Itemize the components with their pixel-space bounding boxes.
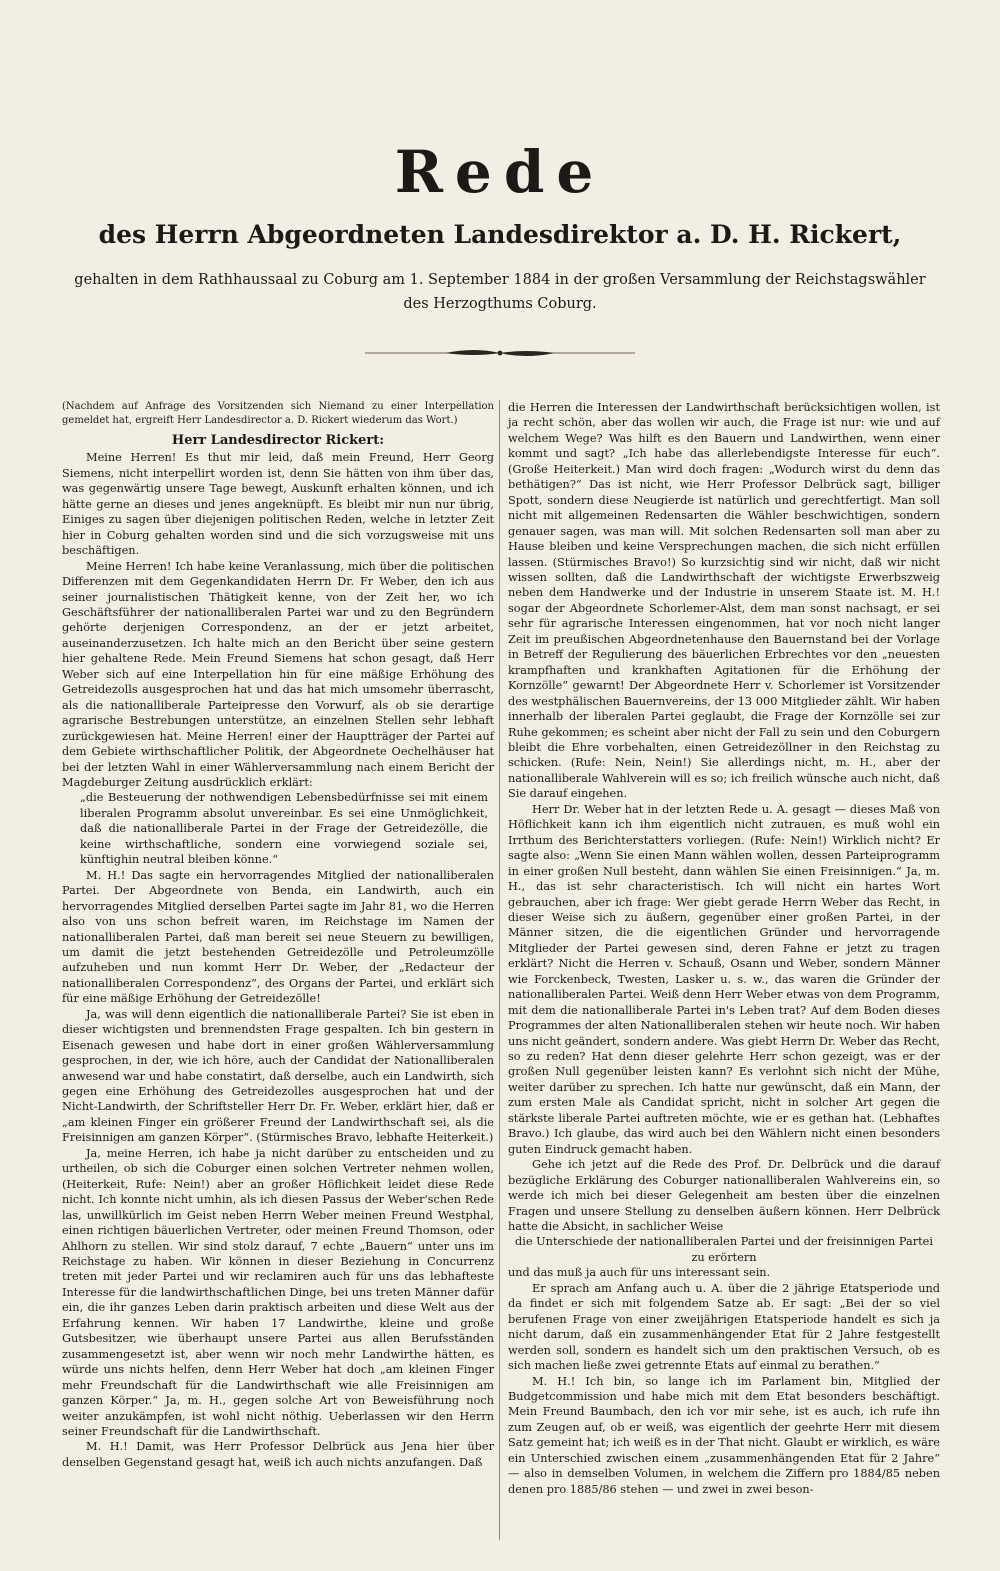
stage-note: (Nachdem auf Anfrage des Vorsitzenden sich Niemand zu einer Interpellation gemeldet hat, ergreift Herr Landesdirector a. D. Rickert wiederum das Wort.) [62,401,494,426]
paragraph: Ja, was will denn eigentlich die nationalliberale Partei? Sie ist eben in dieser wichtigsten und brennendsten Frage gespalten. Ich bin gestern in Eisenach gewesen und habe dort in einer großen Wählerversammlung gesprochen, in der, wie ich höre, auch der Candidat der Nationalliberalen anwesend war und habe constatirt, daß derselbe, auch ein Landwirth, sich gegen eine Erhöhung des Getreidezolles ausgesprochen hat und der Nicht-Landwirth, der Schriftsteller Herr Dr. Fr. Weber, erklärt hier, daß er „am kleinen Finger ein größerer Freund der Landwirthschaft sei, als die Freisinnigen am ganzen Körper“. (Stürmisches Bravo, lebhafte Heiterkeit.) [62,1007,494,1145]
paragraph: Ja, meine Herren, ich habe ja nicht darüber zu entscheiden und zu urtheilen, ob sich die Coburger einen solchen Vertreter nehmen wollen, (Heiterkeit, Rufe: Nein!) aber an großer Höflichkeit leidet diese Rede nicht. Ich konnte nicht umhin, als ich diesen Passus der Weber'schen Rede las, unwillkürlich im Geist neben Herrn Weber meinen Freund Westphal, einen richtigen bäuerlichen Vertreter, oder meinen Freund Thomson, oder Ahlhorn zu stellen. Wir sind stolz darauf, 7 echte „Bauern“ unter uns im Reichstage zu haben. Wir können in dieser Beziehung in Concurrenz treten mit jeder Partei und wir reclamiren auch für uns das lebhafteste Interesse für die landwirthschaftlichen Dinge, bei uns treten Männer dafür ein, die ihr ganzes Leben darin praktisch arbeiten und diese Welt aus der Erfahrung kennen. Wir haben 17 Landwirthe, kleine und große Gutsbesitzer, wie überhaupt unsere Partei aus allen Berufsständen zusammengesetzt ist, aber wenn wir noch mehr Landwirthe hätten, es würde uns nichts helfen, denn Herr Weber hat doch „am kleinen Finger mehr Freundschaft für die Landwirthschaft wie alle Freisinnigen am ganzen Körper.“ Ja, m. H., gegen solche Art von Beweisführung noch weiter anzukämpfen, ist wohl nicht nöthig. Ueberlassen wir den Herrn seiner Freundschaft für die Landwirthschaft. [62,1146,494,1438]
ornament-divider-icon [365,346,635,360]
paragraph: Meine Herren! Ich habe keine Veranlassung, mich über die politischen Differenzen mit dem Gegenkandidaten Herrn Dr. Fr Weber, den ich aus seiner journalistischen Thätigkeit kenne, von der Zeit her, wo ich Geschäftsführer der nationalliberalen Partei war und zu den Begründern gehörte derjenigen Correspondenz, an der er jetzt arbeitet, auseinanderzusetzen. Ich halte mich an den Bericht über seine gestern hier gehaltene Rede. Mein Freund Siemens hat schon gesagt, daß Herr Weber sich auf eine Interpellation hin für eine mäßige Erhöhung des Getreidezolls ausgesprochen hat und das hat mich umsomehr überrascht, als die nationalliberale Parteipresse den Vorwurf, als ob sie derartige agrarische Bestrebungen unterstütze, an einzelnen Stellen sehr lebhaft zurückgewiesen hat. Meine Herren! einer der Hauptträger der Partei auf dem Gebiete wirthschaftlicher Politik, der Abgeordnete Oechelhäuser hat bei der letzten Wahl in einer Wählerversammlung nach einem Bericht der Magdeburger Zeitung ausdrücklich erklärt: [62,559,494,789]
paragraph: M. H.! Damit, was Herr Professor Delbrück aus Jena hier über denselben Gegenstand gesagt hat, weiß ich auch nichts anzufangen. Daß [62,1440,494,1469]
quotation: „die Besteuerung der nothwendigen Lebensbedürfnisse sei mit einem liberalen Programm absolut unvereinbar. Es sei eine Unmöglichkeit, daß die nationalliberale Partei in der Frage der Getreidezölle, die keine wirthschaftliche, sondern eine vorwiegend soziale sei, künftighin neutral bleiben könne.“ [80,791,488,867]
paragraph: Meine Herren! Es thut mir leid, daß mein Freund, Herr Georg Siemens, nicht interpellirt worden ist, denn Sie hätten von ihm über das, was gegenwärtig unsere Tage bewegt, Auskunft erhalten können, und ich hätte gerne an dieses und jenes angeknüpft. Es bleibt mir nun nur übrig, Einiges zu sagen über diejenigen politischen Reden, welche in letzter Zeit hier in Coburg gehalten worden sind und die sich vorzugsweise mit uns beschäftigen. [62,451,494,558]
occasion-line-1: gehalten in dem Rathhaussaal zu Coburg am 1. September 1884 in der großen Versammlung der Reichstagswähler [74,272,926,288]
paragraph: Herr Dr. Weber hat in der letzten Rede u. A. gesagt — dieses Maß von Höflichkeit kann ich ihm eigentlich nicht zutrauen, es muß wohl ein Irrthum des Berichterstatters vorliegen. (Rufe: Nein!) Wirklich nicht? Er sagte also: „Wenn Sie einen Mann wählen wollen, dessen Parteiprogramm in einer großen Null besteht, dann wählen Sie einen Freisinnigen.“ Ja, m. H., das ist sehr characteristisch. Ich will nicht ein hartes Wort gebrauchen, aber ich frage: Wer giebt gerade Herrn Weber das Recht, in dieser Weise sich zu äußern, gegenüber einer großen Partei, in der Männer sitzen, die die eigentlichen Gründer und hervorragende Mitglieder der Partei gewesen sind, deren Fahne er jetzt zu tragen erklärt? Nicht die Herren v. Schauß, Osann und Weber, sondern Männer wie Forckenbeck, Twesten, Lasker u. s. w., das waren die Gründer der nationalliberalen Partei. Weiß denn Herr Weber etwas von dem Programm, mit dem die nationalliberale Partei in's Leben trat? Auf dem Boden dieses Programmes der alten Nationalliberalen stehen wir heute noch. Wir haben uns nicht geändert, sondern andere. Was giebt Herrn Dr. Weber das Recht, so zu reden? Hat denn dieser gelehrte Herr schon gezeigt, was er der großen Null gegenüber leisten kann? Es verlohnt sich nicht der Mühe, weiter darüber zu sprechen. Ich hatte nur gewünscht, daß ein Mann, der zum ersten Male als Candidat spricht, nicht in solcher Art gegen die stärkste liberale Partei auftreten möchte, wie er es gethan hat. (Lebhaftes Bravo.) Ich glaube, das wird auch bei den Wählern nicht einen besonders guten Eindruck gemacht haben. [508,802,940,1156]
paragraph: M. H.! Das sagte ein hervorragendes Mitglied der nationalliberalen Partei. Der Abgeordnete von Benda, ein Landwirth, auch ein hervorragendes Mitglied derselben Partei sagte im Jahr 81, wo die Herren also von uns schon befreit waren, im Reichstage im Namen der nationalliberalen Partei, daß man bereit sei neue Steuern zu bewilligen, um damit die jetzt bestehenden Getreidezölle und Petroleumzölle aufzuheben und nun kommt Herr Dr. Weber, der „Redacteur der nationalliberalen Correspondenz“, des Organs der Partei, und erklärt sich für eine mäßige Erhöhung der Getreidezölle! [62,868,494,1006]
left-column [62,400,494,1470]
speaker-heading: Herr Landesdirector Rickert: [171,433,385,448]
occasion-text [60,268,940,316]
paragraph: M. H.! Ich bin, so lange ich im Parlament bin, Mitglied der Budgetcommission und habe mich mit dem Etat besonders beschäftigt. Mein Freund Baumbach, den ich vor mir sehe, ist es auch, ich rufe ihn zum Zeugen auf, ob er weiß, was eigentlich der geehrte Herr mit diesem Satz gemeint hat; ich weiß es in der That nicht. Glaubt er wirklich, es wäre ein Unterschied zwischen einem „zusammenhängenden Etat für 2 Jahre“ — also in demselben Volumen, in welchem die Ziffern pro 1884/85 neben denen pro 1885/86 stehen — und zwei in zwei beson- [508,1374,940,1496]
document-title: Rede [394,138,606,206]
document-subtitle: des Herrn Abgeordneten Landesdirektor a. D. H. Rickert, [98,220,902,249]
paragraph: und das muß ja auch für uns interessant sein. [508,1266,771,1280]
paragraph: Gehe ich jetzt auf die Rede des Prof. Dr. Delbrück und die darauf bezügliche Erklärung des Coburger nationalliberalen Wahlvereins ein, so werde ich mich bei dieser Gelegenheit am besten über die einzelnen Fragen und unsere Stellung zu denselben äußern können. Herr Delbrück hatte die Absicht, in sachlicher Weise [508,1158,940,1234]
right-column [508,400,940,1497]
paragraph: die Herren die Interessen der Landwirthschaft berücksichtigen wollen, ist ja recht schön, aber das wollen wir auch, die Frage ist nur: wie und auf welchem Wege? Was hilft es den Bauern und Landwirthen, wenn einer kommt und sagt? „Ich habe das allerlebendigste Interesse für euch“. (Große Heiterkeit.) Man wird doch fragen: „Wodurch wirst du denn das bethätigen?“ Das ist nicht, wie Herr Professor Delbrück sagt, billiger Spott, sondern diese Neugierde ist natürlich und gerechtfertigt. Man soll nicht mit allgemeinen Redensarten die Wähler beschwichtigen, sondern genauer sagen, was man will. Mit solchen Redensarten soll man aber zu Hause bleiben und keine Versprechungen machen, die sich nicht erfüllen lassen. (Stürmisches Bravo!) So kurzsichtig sind wir nicht, daß wir nicht wissen sollten, daß die Landwirthschaft der wichtigste Erwerbszweig neben dem Handwerke und der Industrie in unserem Staate ist. M. H.! sogar der Abgeordnete Schorlemer-Alst, dem man sonst nachsagt, er sei sehr für agrarische Interessen eingenommen, hat vor noch nicht langer Zeit im preußischen Abgeordnetenhause den Bauernstand bei der Vorlage in Betreff der Regulierung des bäuerlichen Erbrechtes vor den „neuesten krampfhaften und krankhaften Agitationen für die Erhöhung der Kornzölle“ gewarnt! Der Abgeordnete Herr v. Schorlemer ist Vorsitzender des westphälischen Bauernvereins, der 13 000 Mitglieder zählt. Wir haben innerhalb der liberalen Partei geglaubt, die Frage der Kornzölle sei zur Ruhe gekommen; es scheint aber nicht der Fall zu sein und den Coburgern bleibt die Ehre vorbehalten, einen Getreidezöllner in den Reichstag zu schicken. (Rufe: Nein, Nein!) Sie allerdings nicht, m. H., aber der nationalliberale Wahlverein will es so; ich freilich wünsche auch nicht, daß Sie darauf eingehen. [508,401,940,801]
occasion-line-2: des Herzogthums Coburg. [403,296,597,312]
paragraph: Er sprach am Anfang auch u. A. über die 2 jährige Etatsperiode und da findet er sich mit folgendem Satze ab. Er sagt: „Bei der so viel berufenen Frage von einer zweijährigen Etatsperiode handelt es sich ja nicht darum, daß ein zusammenhängender Etat für 2 Jahre festgestellt werden soll, sondern es handelt sich um den praktischen Versuch, ob es sich machen ließe zwei getrennte Etats auf einmal zu berathen.“ [508,1281,940,1373]
column-divider [499,400,500,1540]
quotation: die Unterschiede der nationalliberalen Partei und der freisinnigen Partei zu erörtern [515,1235,933,1264]
